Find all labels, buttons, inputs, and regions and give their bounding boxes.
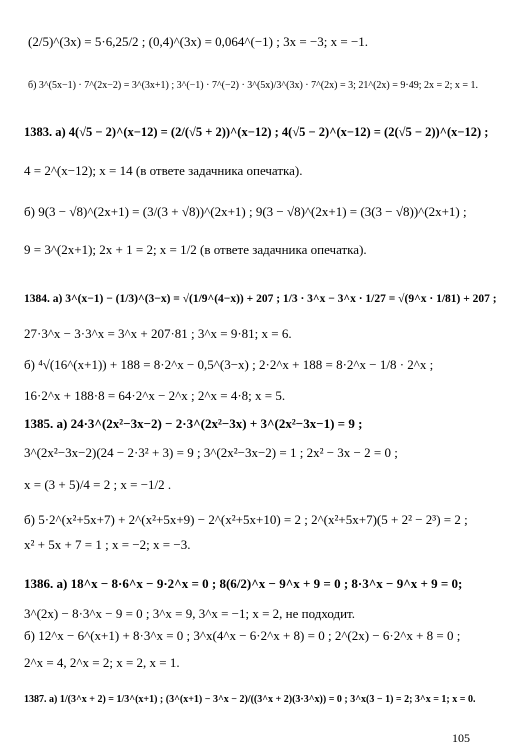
line-3-problem-1383: 1383. а) 4(√5 − 2)^(x−12) = (2/(√5 + 2))^(x−12) ; 4(√5 − 2)^(x−12) = (2(√5 − 2))^(x−12) ;	[24, 125, 489, 139]
line-13: x = (3 + 5)/4 = 2 ; x = −1/2 .	[24, 477, 172, 492]
line-18: б) 12^x − 6^(x+1) + 8·3^x = 0 ; 3^x(4^x − 6·2^x + 8) = 0 ; 2^(2x) − 6·2^x + 8 = 0 ;	[24, 628, 461, 643]
line-19: 2^x = 4, 2^x = 2; x = 2, x = 1.	[24, 655, 180, 670]
line-1: (2/5)^(3x) = 5·6,25/2 ; (0,4)^(3x) = 0,064^(−1) ; 3x = −3; x = −1.	[28, 34, 369, 49]
line-5: б) 9(3 − √8)^(2x+1) = (3/(3 + √8))^(2x+1) ; 9(3 − √8)^(2x+1) = (3(3 − √8))^(2x+1) ;	[24, 204, 467, 219]
line-8: 27·3^x − 3·3^x = 3^x + 207·81 ; 3^x = 9·81; x = 6.	[24, 326, 292, 341]
line-17: 3^(2x) − 8·3^x − 9 = 0 ; 3^x = 9, 3^x = −1; x = 2, не подходит.	[24, 606, 356, 621]
page-number: 105	[452, 731, 470, 745]
line-11-problem-1385: 1385. а) 24·3^(2x²−3x−2) − 2·3^(2x²−3x) + 3^(2x²−3x−1) = 9 ;	[24, 416, 363, 431]
line-14: б) 5·2^(x²+5x+7) + 2^(x²+5x+9) − 2^(x²+5x+10) = 2 ; 2^(x²+5x+7)(5 + 2² − 2³) = 2 ;	[24, 512, 468, 527]
line-12: 3^(2x²−3x−2)(24 − 2·3² + 3) = 9 ; 3^(2x²−3x−2) = 1 ; 2x² − 3x − 2 = 0 ;	[24, 445, 398, 460]
line-16-problem-1386: 1386. а) 18^x − 8·6^x − 9·2^x = 0 ; 8(6/2)^x − 9^x + 9 = 0 ; 8·3^x − 9^x + 9 = 0;	[24, 576, 463, 591]
line-20-problem-1387: 1387. а) 1/(3^x + 2) = 1/3^(x+1) ; (3^(x+1) − 3^x − 2)/((3^x + 2)(3·3^x)) = 0 ; 3^x(3 − 1) = 2; 3^x = 1; x = 0.	[24, 694, 476, 705]
line-9: б) ⁴√(16^(x+1)) + 188 = 8·2^x − 0,5^(3−x) ; 2·2^x + 188 = 8·2^x − 1/8 · 2^x ;	[24, 357, 434, 372]
line-7-problem-1384: 1384. а) 3^(x−1) − (1/3)^(3−x) = √(1/9^(4−x)) + 207 ; 1/3 · 3^x − 3^x · 1/27 = √(9^x · 1/81) + 207 ;	[24, 293, 497, 305]
line-4: 4 = 2^(x−12); x = 14 (в ответе задачника опечатка).	[24, 163, 303, 178]
line-10: 16·2^x + 188·8 = 64·2^x − 2^x ; 2^x = 4·8; x = 5.	[24, 388, 286, 403]
line-2: б) 3^(5x−1) · 7^(2x−2) = 3^(3x+1) ; 3^(−1) · 7^(−2) · 3^(5x)/3^(3x) · 7^(2x) = 3; 21^(2x) = 9·49; 2x = 2; x = 1.	[28, 80, 479, 91]
line-6: 9 = 3^(2x+1); 2x + 1 = 2; x = 1/2 (в ответе задачника опечатка).	[24, 242, 367, 257]
line-15: x² + 5x + 7 = 1 ; x = −2; x = −3.	[24, 537, 191, 552]
